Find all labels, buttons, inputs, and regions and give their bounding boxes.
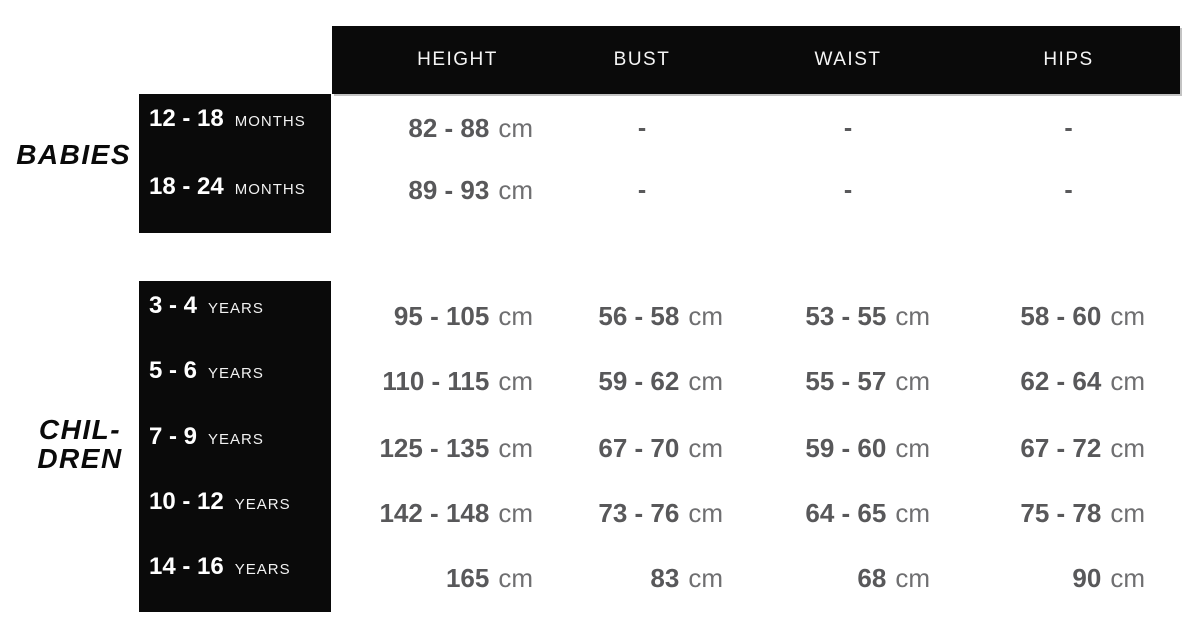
measurements-row [332, 113, 1180, 143]
value-number: 67 - 70 [598, 433, 680, 463]
age-row-label [149, 291, 264, 321]
age-unit: YEARS [208, 431, 264, 448]
column-header-waist [765, 26, 975, 94]
hips-value [975, 433, 1180, 463]
hips-value [975, 563, 1180, 593]
height-value [332, 498, 565, 528]
value-number: 53 - 55 [805, 301, 887, 331]
value-number: 90 [1072, 563, 1102, 593]
value-number: 68 [857, 563, 887, 593]
no-value-dash: - [637, 114, 647, 142]
value-unit: cm [498, 113, 533, 143]
group-label-babies: BABIES [16, 139, 131, 170]
bust-value [565, 433, 765, 463]
value-unit: cm [498, 498, 533, 528]
age-row-label [149, 172, 306, 202]
measurement-header-bar [332, 26, 1180, 94]
column-header-height-label: HEIGHT [417, 49, 498, 70]
value-unit: cm [498, 563, 533, 593]
column-header-hips [975, 26, 1180, 94]
value-unit: cm [1110, 366, 1145, 396]
bust-value [565, 563, 765, 593]
age-unit: YEARS [234, 496, 291, 513]
value-unit: cm [895, 433, 930, 463]
value-number: 59 - 60 [805, 433, 887, 463]
hips-value [975, 113, 1180, 143]
age-row-label [149, 552, 291, 582]
waist-value [765, 113, 975, 143]
value-number: 67 - 72 [1020, 433, 1102, 463]
value-number: 62 - 64 [1020, 366, 1102, 396]
value-number: 64 - 65 [805, 498, 887, 528]
value-unit: cm [688, 563, 723, 593]
value-unit: cm [1110, 301, 1145, 331]
value-number: 89 - 93 [408, 175, 490, 205]
value-unit: cm [895, 498, 930, 528]
age-range: 3 - 4 [149, 292, 198, 319]
waist-value [765, 175, 975, 205]
waist-value [765, 366, 975, 396]
value-number: 82 - 88 [408, 113, 490, 143]
value-number: 55 - 57 [805, 366, 887, 396]
age-row-label [149, 356, 264, 386]
column-header-bust [565, 26, 765, 94]
no-value-dash: - [843, 176, 853, 204]
value-number: 142 - 148 [379, 498, 490, 528]
value-number: 110 - 115 [382, 366, 490, 396]
value-unit: cm [895, 301, 930, 331]
waist-value [765, 498, 975, 528]
hips-value [975, 301, 1180, 331]
age-unit: MONTHS [234, 181, 306, 198]
bust-value [565, 301, 765, 331]
value-number: 56 - 58 [598, 301, 680, 331]
value-number: 125 - 135 [379, 433, 490, 463]
height-value [332, 366, 565, 396]
value-number: 165 [445, 563, 490, 593]
value-number: 59 - 62 [598, 366, 680, 396]
age-range: 18 - 24 [149, 173, 224, 200]
column-header-hips-label: HIPS [1043, 49, 1094, 70]
age-row-label [149, 422, 264, 452]
value-unit: cm [1110, 433, 1145, 463]
measurements-row [332, 366, 1180, 396]
value-unit: cm [1110, 498, 1145, 528]
height-value [332, 113, 565, 143]
value-unit: cm [895, 563, 930, 593]
age-row-label [149, 487, 291, 517]
hips-value [975, 366, 1180, 396]
height-value [332, 563, 565, 593]
value-number: 58 - 60 [1020, 301, 1102, 331]
measurements-row [332, 175, 1180, 205]
hips-value [975, 498, 1180, 528]
babies-age-panel [139, 94, 331, 233]
no-value-dash: - [1064, 176, 1073, 204]
bust-value [565, 175, 765, 205]
group-label-children [14, 415, 146, 473]
age-range: 5 - 6 [149, 357, 198, 384]
value-unit: cm [498, 366, 533, 396]
waist-value [765, 433, 975, 463]
measurements-row [332, 433, 1180, 463]
group-label-children-line2: DREN [37, 443, 123, 474]
age-range: 14 - 16 [149, 553, 224, 580]
measurements-row [332, 563, 1180, 593]
age-unit: YEARS [208, 300, 264, 317]
waist-value [765, 563, 975, 593]
value-unit: cm [688, 433, 723, 463]
height-value [332, 433, 565, 463]
value-unit: cm [498, 433, 533, 463]
age-unit: YEARS [208, 365, 264, 382]
value-number: 73 - 76 [598, 498, 680, 528]
no-value-dash: - [843, 114, 853, 142]
no-value-dash: - [637, 176, 647, 204]
height-value [332, 301, 565, 331]
value-unit: cm [688, 301, 723, 331]
value-unit: cm [688, 366, 723, 396]
value-unit: cm [1110, 563, 1145, 593]
age-range: 12 - 18 [149, 105, 224, 132]
value-number: 75 - 78 [1020, 498, 1102, 528]
measurements-row [332, 498, 1180, 528]
age-range: 7 - 9 [149, 423, 198, 450]
measurements-row [332, 301, 1180, 331]
hips-value [975, 175, 1180, 205]
children-age-panel [139, 281, 331, 612]
age-unit: YEARS [234, 561, 291, 578]
age-row-label [149, 104, 306, 134]
height-value [332, 175, 565, 205]
bust-value [565, 498, 765, 528]
no-value-dash: - [1064, 114, 1073, 142]
waist-value [765, 301, 975, 331]
age-unit: MONTHS [234, 113, 306, 130]
group-label-children-line1: CHIL- [38, 414, 122, 445]
column-header-height [332, 26, 565, 94]
value-unit: cm [895, 366, 930, 396]
value-number: 95 - 105 [393, 301, 490, 331]
column-header-waist-label: WAIST [814, 49, 882, 70]
column-header-bust-label: BUST [613, 49, 671, 70]
value-number: 83 [650, 563, 680, 593]
value-unit: cm [498, 175, 533, 205]
value-unit: cm [498, 301, 533, 331]
value-unit: cm [688, 498, 723, 528]
bust-value [565, 113, 765, 143]
bust-value [565, 366, 765, 396]
age-range: 10 - 12 [149, 488, 224, 515]
